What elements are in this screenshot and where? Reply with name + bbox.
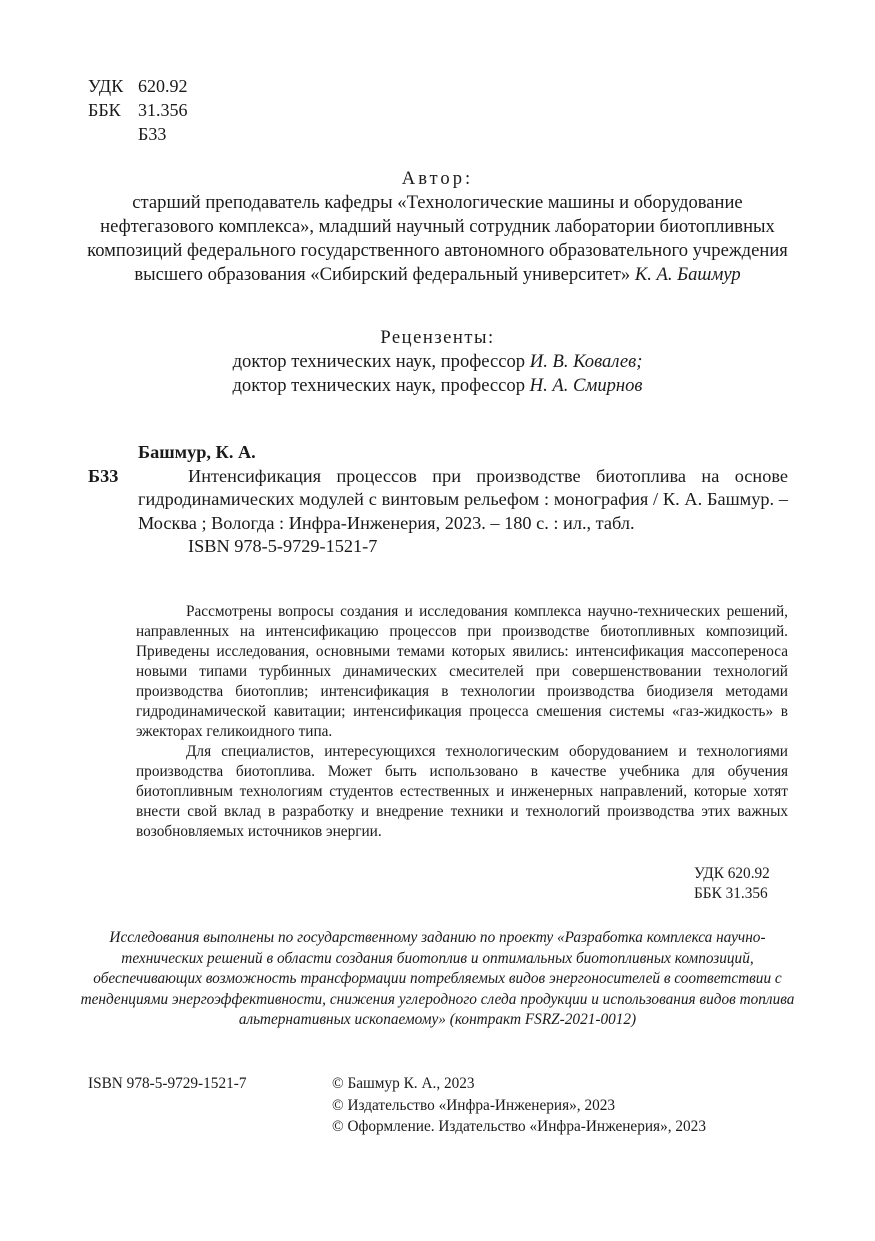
card-author-heading: Башмур, К. А. (138, 442, 256, 462)
reviewer-line (80, 374, 795, 398)
classification-block (88, 74, 188, 146)
author-description (80, 191, 795, 287)
isbn-bottom: ISBN 978-5-9729-1521-7 (88, 1075, 247, 1092)
author-sign-row (88, 122, 188, 146)
copyright-line: © Башмур К. А., 2023 (332, 1075, 475, 1092)
author-section (80, 167, 795, 287)
bbk-value: 31.356 (138, 100, 188, 120)
udk-label: УДК (88, 76, 124, 96)
author-title: Автор: (401, 168, 474, 189)
copyright-line: © Оформление. Издательство «Инфра-Инженерия», 2023 (332, 1118, 706, 1135)
reviewers-title: Рецензенты: (380, 327, 495, 348)
reviewer-line (80, 350, 795, 374)
bbk-bottom: ББК 31.356 (694, 885, 768, 902)
udk-bottom: УДК 620.92 (694, 865, 770, 882)
catalog-card (88, 441, 788, 559)
reviewer-name: И. В. Ковалев; (529, 351, 643, 372)
author-text: старший преподаватель кафедры «Технологические машины и оборудование нефтегазового комплекса», младший научный сотрудник лаборатории биотопливных композиций федерального государственного автономного образовательного учреждения высшего образования «Сибирский федеральный университет» (87, 192, 788, 285)
udk-row (88, 74, 188, 98)
reviewer-name: Н. А. Смирнов (529, 375, 643, 396)
annotation (136, 602, 788, 842)
reviewer-role: доктор технических наук, профессор (232, 375, 526, 396)
research-note: Исследования выполнены по государственному заданию по проекту «Разработка комплекса научно-технических решений в области создания биотоплив и оптимальных биотопливных композиций, обеспечивающих возможность трансформации потребляемых видов энергоносителей в соответствии с тенденциями энергоэффективности, снижения углеродного следа продукции и использования видов топлива альтернативных ископаемому» (контракт FSRZ-2021-0012) (80, 929, 795, 1028)
reviewers-section (80, 326, 795, 398)
copyright-block (332, 1073, 706, 1138)
udk-value: 620.92 (138, 76, 188, 96)
author-sign: Б33 (138, 124, 167, 144)
author-name: К. А. Башмур (634, 264, 741, 285)
card-code: Б33 (88, 465, 119, 486)
bbk-row (88, 98, 188, 122)
card-text (138, 465, 788, 536)
reviewer-role: доктор технических наук, профессор (232, 351, 526, 372)
bbk-label: ББК (88, 100, 121, 120)
card-description: Интенсификация процессов при производстве биотоплива на основе гидродинамических модулей с винтовым рельефом : монография / К. А. Башмур. – Москва ; Вологда : Инфра-Инженерия, 2023. – 180 с. : ил., табл. (138, 465, 788, 533)
copyright-line: © Издательство «Инфра-Инженерия», 2023 (332, 1096, 616, 1114)
classification-bottom (694, 864, 770, 904)
annotation-paragraph: Для специалистов, интересующихся технологическим оборудованием и технологиями производства биотоплива. Может быть использовано в качестве учебника для обучения биотопливным технологиям студентов естественных и инженерных направлений, которые хотят внести свой вклад в разработку и внедрение техники и технологий производства этих важных возобновляемых источников энергии. (136, 743, 788, 840)
card-body (88, 465, 788, 536)
card-isbn: ISBN 978-5-9729-1521-7 (188, 536, 378, 556)
annotation-paragraph: Рассмотрены вопросы создания и исследования комплекса научно-технических решений, направленных на интенсификацию процессов при производстве биотопливных композиций. Приведены исследования, основными темами которых явились: интенсификация массопереноса новыми типами турбинных динамических смесителей при совершенствовании технологий производства биотоплив; интенсификация в технологии производства биодизеля методами гидродинамической кавитации; интенсификация процесса смешения системы «газ-жидкость» в эжекторах геликоидного типа. (136, 603, 788, 740)
